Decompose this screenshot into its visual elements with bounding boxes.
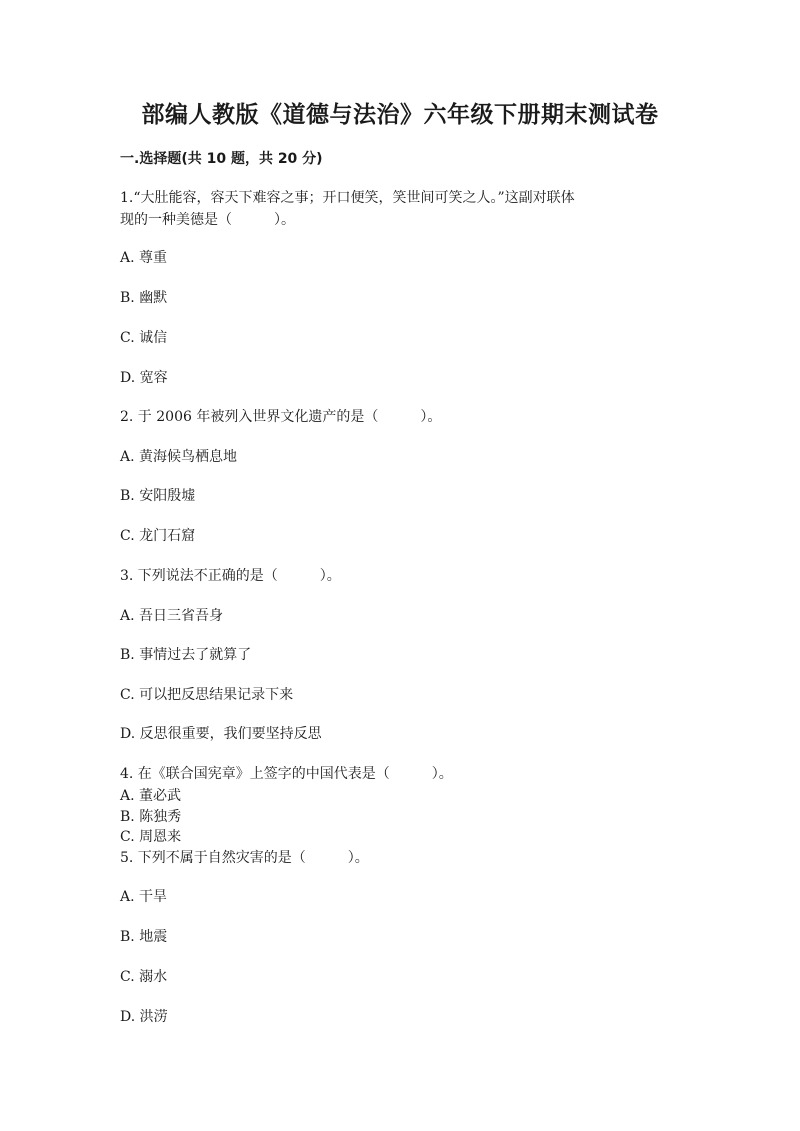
question-5-option-a: A. 干旱 [120, 889, 168, 905]
question-4-option-c: C. 周恩来 [120, 829, 182, 845]
question-5-option-c: C. 溺水 [120, 969, 168, 985]
question-3-option-d: D. 反思很重要，我们要坚持反思 [120, 726, 322, 742]
question-5-option-d: D. 洪涝 [120, 1009, 168, 1025]
question-2-option-a: A. 黄海候鸟栖息地 [120, 449, 238, 465]
question-2-stem: 2. 于 2006 年被列入世界文化遗产的是（ ）。 [120, 409, 442, 425]
question-5-option-b: B. 地震 [120, 929, 168, 945]
exam-title: 部编人教版《道德与法治》六年级下册期末测试卷 [141, 102, 659, 128]
question-2-option-c: C. 龙门石窟 [120, 528, 196, 544]
question-1-option-b: B. 幽默 [120, 290, 168, 306]
question-4-option-a: A. 董必武 [120, 788, 182, 804]
question-1-stem-line2: 现的一种美德是（ ）。 [120, 212, 295, 228]
question-3-stem: 3. 下列说法不正确的是（ ）。 [120, 568, 341, 584]
question-1-option-d: D. 宽容 [120, 370, 168, 386]
section-heading: 一.选择题(共 10 题，共 20 分) [120, 151, 323, 167]
question-1-stem-line1: 1.“大肚能容，容天下难容之事；开口便笑，笑世间可笑之人。”这副对联体 [120, 190, 575, 206]
question-3-option-a: A. 吾日三省吾身 [120, 608, 224, 624]
question-2-option-b: B. 安阳殷墟 [120, 488, 196, 504]
question-5-stem: 5. 下列不属于自然灾害的是（ ）。 [120, 850, 369, 866]
question-1-option-c: C. 诚信 [120, 330, 168, 346]
question-4-option-b: B. 陈独秀 [120, 809, 182, 825]
question-1-option-a: A. 尊重 [120, 250, 168, 266]
question-4-stem: 4. 在《联合国宪章》上签字的中国代表是（ ）。 [120, 766, 453, 782]
question-3-option-c: C. 可以把反思结果记录下来 [120, 687, 294, 703]
question-3-option-b: B. 事情过去了就算了 [120, 647, 252, 663]
